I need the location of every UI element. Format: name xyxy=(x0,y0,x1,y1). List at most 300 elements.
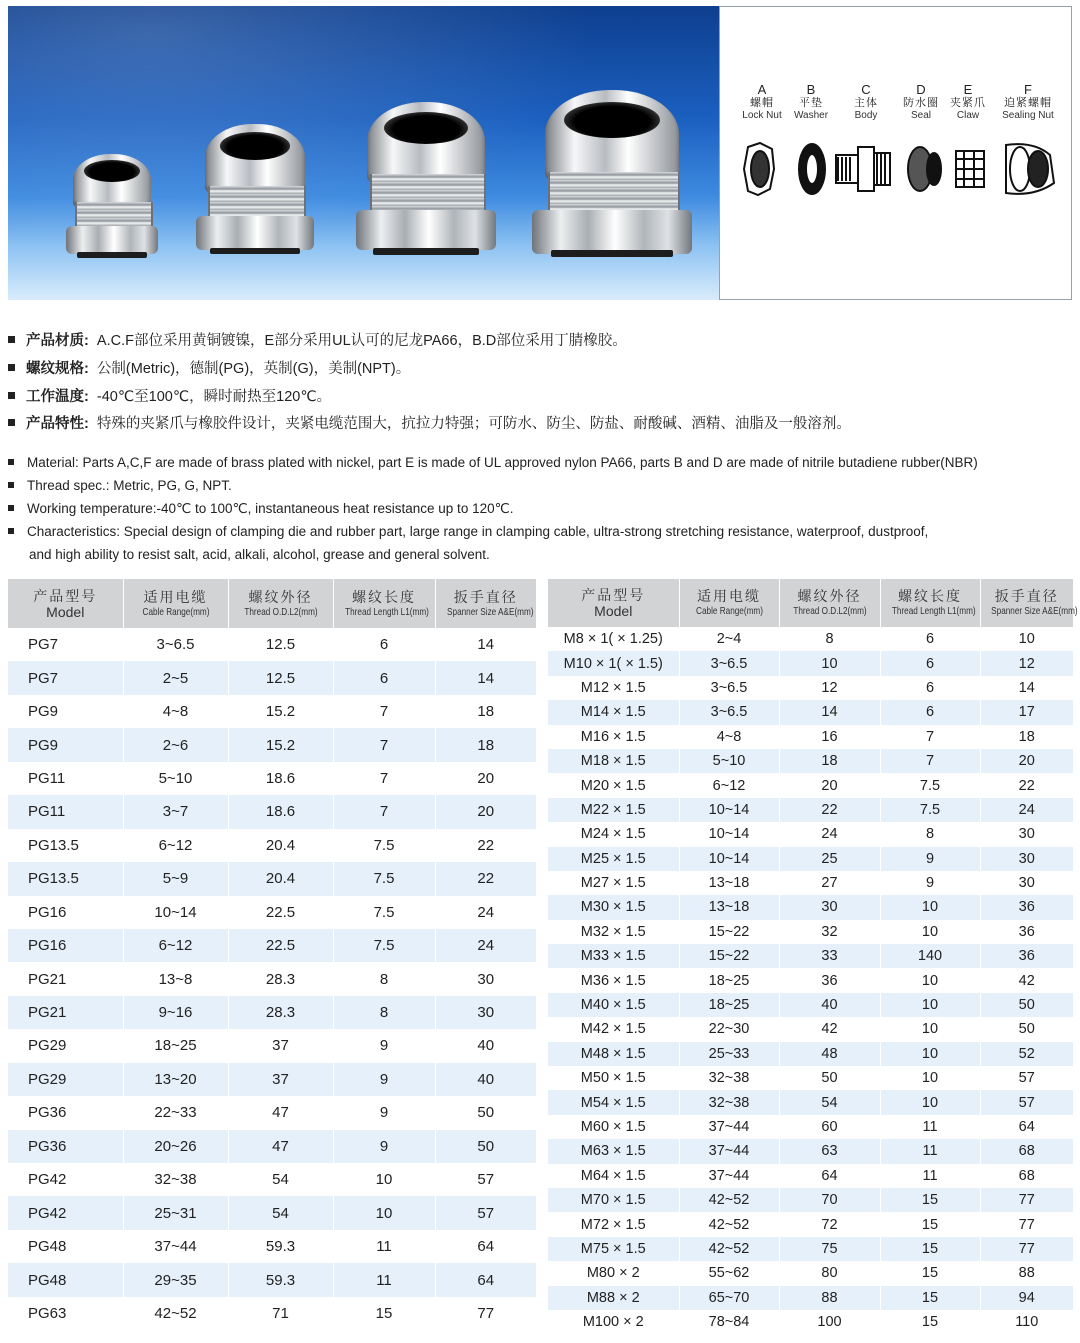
part-label-b: B 平垫 Washer xyxy=(793,82,829,121)
cell-thread-od: 47 xyxy=(228,1096,333,1129)
cell-spanner-size: 77 xyxy=(980,1212,1073,1236)
cell-cable-range: 29~35 xyxy=(123,1263,228,1296)
cell-thread-length: 7 xyxy=(880,725,980,749)
cell-spanner-size: 30 xyxy=(980,871,1073,895)
cell-thread-od: 71 xyxy=(228,1297,333,1330)
cell-thread-length: 15 xyxy=(880,1237,980,1261)
cell-thread-od: 70 xyxy=(779,1188,880,1212)
table-row xyxy=(548,1310,1073,1334)
cell-thread-od: 48 xyxy=(779,1042,880,1066)
table-row xyxy=(8,1297,536,1330)
table-row xyxy=(8,1096,536,1129)
cell-spanner-size: 57 xyxy=(435,1196,536,1229)
cell-cable-range: 25~31 xyxy=(123,1196,228,1229)
cell-thread-od: 72 xyxy=(779,1212,880,1236)
cell-thread-length: 15 xyxy=(880,1286,980,1310)
header-spanner-size: 扳手直径 Spanner Size A&E(mm) xyxy=(980,579,1073,627)
en-spec-thread: Thread spec.: Metric, PG, G, NPT. xyxy=(8,476,232,496)
cell-spanner-size: 30 xyxy=(435,996,536,1029)
cell-spanner-size: 36 xyxy=(980,920,1073,944)
cell-model: M22 × 1.5 xyxy=(548,798,679,822)
table-row xyxy=(548,1212,1073,1236)
cell-cable-range: 37~44 xyxy=(679,1115,779,1139)
cell-thread-length: 7 xyxy=(333,695,435,728)
cell-cable-range: 13~20 xyxy=(123,1063,228,1096)
cell-spanner-size: 64 xyxy=(435,1263,536,1296)
table-row xyxy=(8,1263,536,1296)
part-label-e: E 夹紧爪 Claw xyxy=(950,82,986,121)
cell-spanner-size: 20 xyxy=(980,749,1073,773)
table-row xyxy=(548,1066,1073,1090)
cell-model: PG7 xyxy=(8,661,123,694)
table-row xyxy=(548,1164,1073,1188)
table-row xyxy=(548,725,1073,749)
cn-spec-features: 产品特性: 特殊的夹紧爪与橡胶件设计，夹紧电缆范围大，抗拉力特强；可防水、防尘、防盐、耐酸碱、酒精、油脂及一般溶剂。 xyxy=(8,414,851,434)
cell-cable-range: 37~44 xyxy=(679,1139,779,1163)
cell-spanner-size: 64 xyxy=(435,1230,536,1263)
table-row xyxy=(548,700,1073,724)
cell-cable-range: 6~12 xyxy=(123,829,228,862)
cell-thread-od: 54 xyxy=(228,1163,333,1196)
cell-spanner-size: 14 xyxy=(435,661,536,694)
cell-thread-od: 30 xyxy=(779,895,880,919)
cell-cable-range: 42~52 xyxy=(123,1297,228,1330)
cell-cable-range: 3~6.5 xyxy=(123,628,228,661)
cell-model: PG9 xyxy=(8,728,123,761)
cell-cable-range: 55~62 xyxy=(679,1261,779,1285)
cell-cable-range: 32~38 xyxy=(123,1163,228,1196)
cell-thread-length: 7 xyxy=(333,762,435,795)
cell-thread-od: 12.5 xyxy=(228,661,333,694)
table-row xyxy=(548,944,1073,968)
cell-thread-od: 28.3 xyxy=(228,962,333,995)
cell-spanner-size: 12 xyxy=(980,651,1073,675)
cell-model: M36 × 1.5 xyxy=(548,968,679,992)
cell-model: PG11 xyxy=(8,762,123,795)
cell-cable-range: 2~6 xyxy=(123,728,228,761)
part-label-f: F 迫紧螺帽 Sealing Nut xyxy=(1002,82,1054,121)
cell-spanner-size: 36 xyxy=(980,944,1073,968)
cell-model: PG16 xyxy=(8,929,123,962)
cell-thread-od: 20.4 xyxy=(228,829,333,862)
table-header-row xyxy=(8,579,536,628)
cell-model: M72 × 1.5 xyxy=(548,1212,679,1236)
cell-thread-od: 25 xyxy=(779,847,880,871)
part-label-c: C 主体 Body xyxy=(854,82,878,121)
table-row xyxy=(8,661,536,694)
cell-thread-od: 50 xyxy=(779,1066,880,1090)
cell-model: M70 × 1.5 xyxy=(548,1188,679,1212)
cell-thread-length: 7.5 xyxy=(880,798,980,822)
cell-spanner-size: 57 xyxy=(980,1090,1073,1114)
table-row xyxy=(548,676,1073,700)
cell-spanner-size: 42 xyxy=(980,968,1073,992)
cell-cable-range: 4~8 xyxy=(679,725,779,749)
table-row xyxy=(8,929,536,962)
cell-spanner-size: 77 xyxy=(980,1188,1073,1212)
cell-model: M32 × 1.5 xyxy=(548,920,679,944)
cell-cable-range: 5~10 xyxy=(123,762,228,795)
cell-cable-range: 20~26 xyxy=(123,1130,228,1163)
cell-model: M64 × 1.5 xyxy=(548,1164,679,1188)
header-thread-od: 螺纹外径 Thread O.D.L2(mm) xyxy=(779,579,880,627)
table-row xyxy=(8,762,536,795)
cell-spanner-size: 40 xyxy=(435,1063,536,1096)
cell-spanner-size: 77 xyxy=(980,1237,1073,1261)
cell-model: PG11 xyxy=(8,795,123,828)
cell-thread-od: 27 xyxy=(779,871,880,895)
cell-thread-length: 6 xyxy=(880,627,980,651)
table-row xyxy=(548,920,1073,944)
cell-thread-od: 54 xyxy=(779,1090,880,1114)
cell-thread-length: 6 xyxy=(333,628,435,661)
cell-thread-length: 7.5 xyxy=(333,829,435,862)
cn-spec-material: 产品材质: A.C.F部位采用黄铜镀镍，E部分采用UL认可的尼龙PA66，B.D部位采用丁腈橡胶。 xyxy=(8,331,627,351)
cell-cable-range: 3~7 xyxy=(123,795,228,828)
cell-cable-range: 13~8 xyxy=(123,962,228,995)
cell-model: M100 × 2 xyxy=(548,1310,679,1334)
cell-model: M42 × 1.5 xyxy=(548,1017,679,1041)
table-row xyxy=(548,627,1073,651)
table-row xyxy=(548,1286,1073,1310)
header-thread-length: 螺纹长度 Thread Length L1(mm) xyxy=(880,579,980,627)
cell-thread-length: 7 xyxy=(333,795,435,828)
cell-thread-od: 22 xyxy=(779,798,880,822)
cell-cable-range: 37~44 xyxy=(679,1164,779,1188)
cell-spanner-size: 22 xyxy=(980,773,1073,797)
table-row xyxy=(8,1063,536,1096)
cell-model: M75 × 1.5 xyxy=(548,1237,679,1261)
cell-cable-range: 42~52 xyxy=(679,1237,779,1261)
cell-spanner-size: 68 xyxy=(980,1164,1073,1188)
cell-thread-length: 7.5 xyxy=(333,896,435,929)
cell-thread-length: 6 xyxy=(880,676,980,700)
en-spec-temperature: Working temperature:-40℃ to 100℃, instantaneous heat resistance up to 120℃. xyxy=(8,499,514,519)
cell-thread-length: 10 xyxy=(880,1090,980,1114)
cell-model: M30 × 1.5 xyxy=(548,895,679,919)
cell-cable-range: 10~14 xyxy=(123,896,228,929)
cell-cable-range: 10~14 xyxy=(679,847,779,871)
cell-spanner-size: 20 xyxy=(435,795,536,828)
cell-model: PG9 xyxy=(8,695,123,728)
cell-model: PG48 xyxy=(8,1263,123,1296)
table-row xyxy=(8,896,536,929)
table-row xyxy=(548,871,1073,895)
cell-spanner-size: 18 xyxy=(980,725,1073,749)
cell-thread-od: 63 xyxy=(779,1139,880,1163)
cable-gland-xlarge xyxy=(532,90,692,264)
cell-thread-length: 7.5 xyxy=(333,929,435,962)
cell-spanner-size: 88 xyxy=(980,1261,1073,1285)
product-photo xyxy=(8,6,719,300)
cell-cable-range: 18~25 xyxy=(679,993,779,1017)
cell-thread-od: 59.3 xyxy=(228,1230,333,1263)
cell-thread-od: 75 xyxy=(779,1237,880,1261)
cell-cable-range: 5~9 xyxy=(123,862,228,895)
cell-thread-od: 33 xyxy=(779,944,880,968)
cell-cable-range: 25~33 xyxy=(679,1042,779,1066)
cell-thread-od: 37 xyxy=(228,1029,333,1062)
cell-thread-length: 10 xyxy=(333,1196,435,1229)
cell-thread-length: 140 xyxy=(880,944,980,968)
cell-cable-range: 13~18 xyxy=(679,871,779,895)
cell-cable-range: 10~14 xyxy=(679,822,779,846)
cell-model: M48 × 1.5 xyxy=(548,1042,679,1066)
cell-thread-length: 11 xyxy=(880,1139,980,1163)
cell-model: M27 × 1.5 xyxy=(548,871,679,895)
cell-spanner-size: 40 xyxy=(435,1029,536,1062)
cell-cable-range: 2~5 xyxy=(123,661,228,694)
cell-thread-od: 20.4 xyxy=(228,862,333,895)
cell-thread-od: 88 xyxy=(779,1286,880,1310)
header-thread-od: 螺纹外径 Thread O.D.L2(mm) xyxy=(228,579,333,628)
cell-model: M25 × 1.5 xyxy=(548,847,679,871)
table-row xyxy=(8,695,536,728)
cell-thread-od: 64 xyxy=(779,1164,880,1188)
table-row xyxy=(548,895,1073,919)
cell-model: PG21 xyxy=(8,962,123,995)
cell-cable-range: 4~8 xyxy=(123,695,228,728)
cell-spanner-size: 50 xyxy=(435,1130,536,1163)
cell-spanner-size: 50 xyxy=(980,1017,1073,1041)
cell-thread-length: 15 xyxy=(880,1310,980,1334)
cell-thread-length: 10 xyxy=(880,968,980,992)
cell-model: M18 × 1.5 xyxy=(548,749,679,773)
cell-spanner-size: 24 xyxy=(435,896,536,929)
cell-model: PG7 xyxy=(8,628,123,661)
cell-cable-range: 42~52 xyxy=(679,1212,779,1236)
table-row xyxy=(8,1029,536,1062)
cell-cable-range: 18~25 xyxy=(679,968,779,992)
part-label-a: A 螺帽 Lock Nut xyxy=(742,82,782,121)
cell-thread-length: 11 xyxy=(880,1164,980,1188)
cell-model: M63 × 1.5 xyxy=(548,1139,679,1163)
en-spec-characteristics: Characteristics: Special design of clamping die and rubber part, large range in clamping cable, ultra-strong stretching resistance, waterproof, dustproof, xyxy=(8,522,928,542)
table-row xyxy=(548,1188,1073,1212)
table-row xyxy=(548,749,1073,773)
cell-thread-length: 11 xyxy=(333,1263,435,1296)
cell-thread-od: 60 xyxy=(779,1115,880,1139)
cell-spanner-size: 110 xyxy=(980,1310,1073,1334)
cell-model: PG42 xyxy=(8,1196,123,1229)
table-row xyxy=(8,728,536,761)
table-row xyxy=(8,996,536,1029)
cell-spanner-size: 18 xyxy=(435,695,536,728)
cell-thread-od: 15.2 xyxy=(228,695,333,728)
cell-model: PG21 xyxy=(8,996,123,1029)
cell-spanner-size: 77 xyxy=(435,1297,536,1330)
cell-thread-od: 59.3 xyxy=(228,1263,333,1296)
cell-model: PG36 xyxy=(8,1130,123,1163)
cell-thread-length: 8 xyxy=(333,962,435,995)
cell-model: PG13.5 xyxy=(8,829,123,862)
cell-model: PG48 xyxy=(8,1230,123,1263)
cell-spanner-size: 50 xyxy=(980,993,1073,1017)
cell-spanner-size: 94 xyxy=(980,1286,1073,1310)
header-cable-range: 适用电缆 Cable Range(mm) xyxy=(123,579,228,628)
cell-spanner-size: 22 xyxy=(435,829,536,862)
header-cable-range: 适用电缆 Cable Range(mm) xyxy=(679,579,779,627)
cell-thread-od: 42 xyxy=(779,1017,880,1041)
table-row xyxy=(548,1139,1073,1163)
cell-thread-length: 15 xyxy=(880,1261,980,1285)
cell-model: M40 × 1.5 xyxy=(548,993,679,1017)
cn-spec-thread: 螺纹规格: 公制(Metric)，德制(PG)，英制(G)，美制(NPT)。 xyxy=(8,359,410,379)
cell-spanner-size: 20 xyxy=(435,762,536,795)
cell-cable-range: 3~6.5 xyxy=(679,651,779,675)
cell-thread-length: 6 xyxy=(880,700,980,724)
cell-cable-range: 5~10 xyxy=(679,749,779,773)
cell-thread-od: 28.3 xyxy=(228,996,333,1029)
header-model: 产品型号 Model xyxy=(8,579,123,628)
cell-spanner-size: 50 xyxy=(435,1096,536,1129)
cell-model: M10 × 1( × 1.5) xyxy=(548,651,679,675)
cell-cable-range: 42~52 xyxy=(679,1188,779,1212)
cell-model: PG29 xyxy=(8,1029,123,1062)
table-row xyxy=(548,1115,1073,1139)
table-row xyxy=(548,773,1073,797)
cell-model: PG16 xyxy=(8,896,123,929)
cell-cable-range: 37~44 xyxy=(123,1230,228,1263)
table-row xyxy=(548,1017,1073,1041)
table-row xyxy=(8,962,536,995)
cell-thread-od: 40 xyxy=(779,993,880,1017)
cable-gland-small xyxy=(66,154,158,264)
cell-spanner-size: 14 xyxy=(435,628,536,661)
cell-thread-od: 18.6 xyxy=(228,762,333,795)
cell-thread-length: 10 xyxy=(880,993,980,1017)
cell-cable-range: 22~33 xyxy=(123,1096,228,1129)
header-model: 产品型号 Model xyxy=(548,579,679,627)
table-row xyxy=(548,847,1073,871)
cell-thread-length: 10 xyxy=(880,1042,980,1066)
cell-model: PG13.5 xyxy=(8,862,123,895)
cell-model: M54 × 1.5 xyxy=(548,1090,679,1114)
header-spanner-size: 扳手直径 Spanner Size A&E(mm) xyxy=(435,579,536,628)
metric-spec-table xyxy=(548,579,1078,1334)
cell-spanner-size: 14 xyxy=(980,676,1073,700)
cell-thread-od: 10 xyxy=(779,651,880,675)
cell-spanner-size: 10 xyxy=(980,627,1073,651)
cell-model: M14 × 1.5 xyxy=(548,700,679,724)
cell-model: M12 × 1.5 xyxy=(548,676,679,700)
cell-thread-length: 9 xyxy=(333,1096,435,1129)
cell-thread-length: 9 xyxy=(880,847,980,871)
cell-thread-length: 11 xyxy=(880,1115,980,1139)
header-thread-length: 螺纹长度 Thread Length L1(mm) xyxy=(333,579,435,628)
cell-thread-od: 8 xyxy=(779,627,880,651)
cell-spanner-size: 64 xyxy=(980,1115,1073,1139)
cell-model: M24 × 1.5 xyxy=(548,822,679,846)
pg-spec-table xyxy=(8,579,536,1330)
cell-model: M8 × 1( × 1.25) xyxy=(548,627,679,651)
table-row xyxy=(548,822,1073,846)
table-row xyxy=(8,1130,536,1163)
table-row xyxy=(8,829,536,862)
cell-cable-range: 22~30 xyxy=(679,1017,779,1041)
cell-thread-od: 18.6 xyxy=(228,795,333,828)
cell-thread-od: 22.5 xyxy=(228,896,333,929)
cable-gland-medium xyxy=(196,124,314,264)
cell-thread-length: 6 xyxy=(880,651,980,675)
cell-model: PG36 xyxy=(8,1096,123,1129)
cable-gland-large xyxy=(356,102,496,264)
cell-thread-od: 80 xyxy=(779,1261,880,1285)
cell-spanner-size: 18 xyxy=(435,728,536,761)
cell-thread-length: 9 xyxy=(333,1063,435,1096)
cell-cable-range: 6~12 xyxy=(123,929,228,962)
cell-spanner-size: 22 xyxy=(435,862,536,895)
cell-thread-length: 10 xyxy=(880,1066,980,1090)
cell-spanner-size: 36 xyxy=(980,895,1073,919)
cell-thread-od: 15.2 xyxy=(228,728,333,761)
table-row xyxy=(8,1196,536,1229)
cell-spanner-size: 68 xyxy=(980,1139,1073,1163)
table-row xyxy=(8,795,536,828)
cell-thread-length: 9 xyxy=(880,871,980,895)
cell-cable-range: 18~25 xyxy=(123,1029,228,1062)
cell-cable-range: 3~6.5 xyxy=(679,700,779,724)
cell-cable-range: 65~70 xyxy=(679,1286,779,1310)
en-spec-material: Material: Parts A,C,F are made of brass plated with nickel, part E is made of UL approved nylon PA66, parts B and D are made of nitrile butadiene rubber(NBR) xyxy=(8,453,978,473)
table-row xyxy=(8,628,536,661)
cell-thread-length: 10 xyxy=(880,1017,980,1041)
cell-cable-range: 32~38 xyxy=(679,1066,779,1090)
cell-spanner-size: 30 xyxy=(980,847,1073,871)
cell-cable-range: 3~6.5 xyxy=(679,676,779,700)
cell-spanner-size: 57 xyxy=(980,1066,1073,1090)
cell-thread-od: 12 xyxy=(779,676,880,700)
cell-cable-range: 13~18 xyxy=(679,895,779,919)
cell-model: PG42 xyxy=(8,1163,123,1196)
cell-thread-od: 100 xyxy=(779,1310,880,1334)
cell-thread-length: 8 xyxy=(333,996,435,1029)
table-row xyxy=(548,651,1073,675)
cell-model: M16 × 1.5 xyxy=(548,725,679,749)
cell-spanner-size: 57 xyxy=(435,1163,536,1196)
exploded-parts-drawing xyxy=(720,135,1070,205)
cell-model: M88 × 2 xyxy=(548,1286,679,1310)
table-header-row xyxy=(548,579,1073,627)
cell-thread-length: 11 xyxy=(333,1230,435,1263)
cell-thread-od: 22.5 xyxy=(228,929,333,962)
part-label-d: D 防水圈 Seal xyxy=(903,82,939,121)
cell-cable-range: 2~4 xyxy=(679,627,779,651)
cell-cable-range: 78~84 xyxy=(679,1310,779,1334)
cell-thread-length: 7 xyxy=(880,749,980,773)
cell-model: M50 × 1.5 xyxy=(548,1066,679,1090)
cell-model: PG63 xyxy=(8,1297,123,1330)
cell-thread-length: 15 xyxy=(333,1297,435,1330)
cell-spanner-size: 30 xyxy=(980,822,1073,846)
cell-model: M60 × 1.5 xyxy=(548,1115,679,1139)
table-row xyxy=(8,1163,536,1196)
cell-thread-length: 7.5 xyxy=(333,862,435,895)
cell-thread-length: 9 xyxy=(333,1029,435,1062)
cell-thread-od: 24 xyxy=(779,822,880,846)
cell-thread-length: 8 xyxy=(880,822,980,846)
cell-spanner-size: 52 xyxy=(980,1042,1073,1066)
table-row xyxy=(548,1261,1073,1285)
cell-model: M33 × 1.5 xyxy=(548,944,679,968)
cell-cable-range: 32~38 xyxy=(679,1090,779,1114)
cell-spanner-size: 24 xyxy=(980,798,1073,822)
table-row xyxy=(548,1237,1073,1261)
cell-thread-od: 20 xyxy=(779,773,880,797)
cell-thread-od: 16 xyxy=(779,725,880,749)
cell-thread-length: 7.5 xyxy=(880,773,980,797)
cell-thread-od: 32 xyxy=(779,920,880,944)
